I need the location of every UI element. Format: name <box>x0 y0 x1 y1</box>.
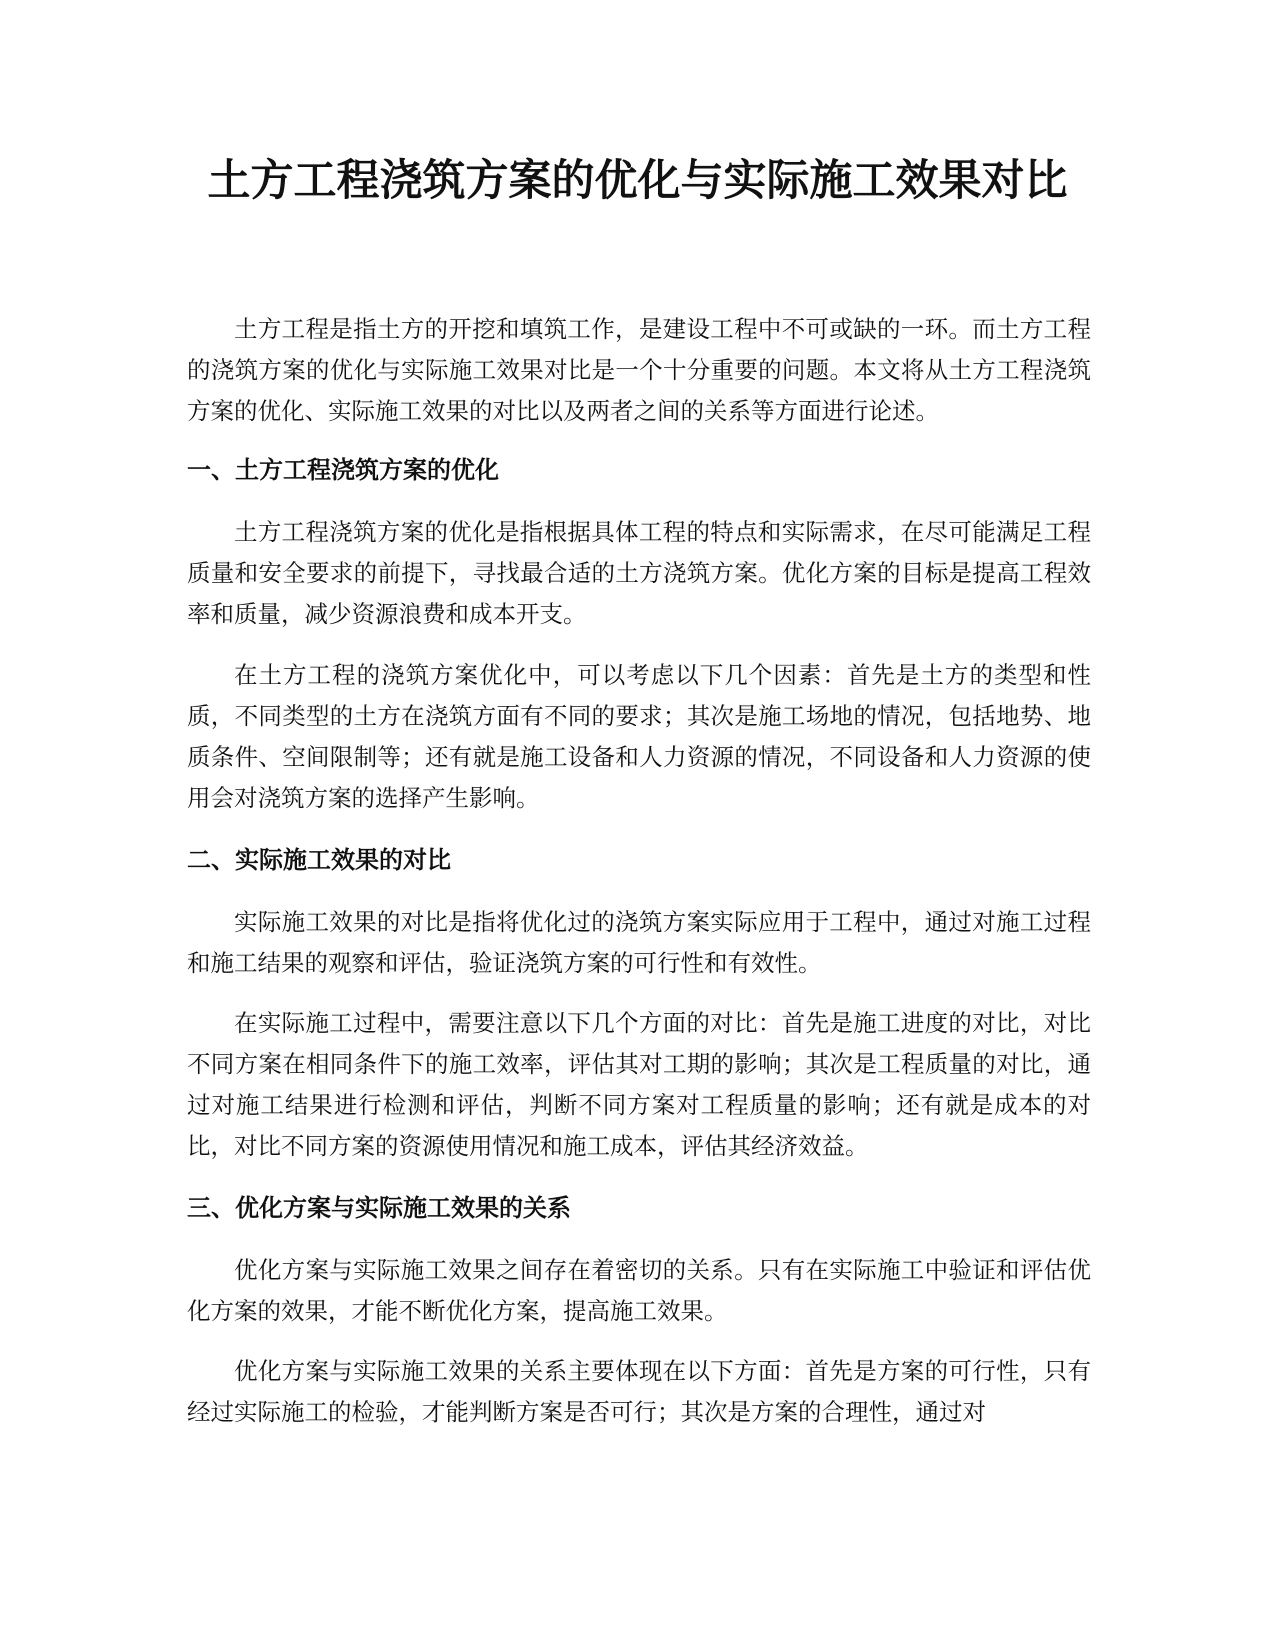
section-1-heading: 一、土方工程浇筑方案的优化 <box>187 456 499 484</box>
section-2-paragraph-1: 实际施工效果的对比是指将优化过的浇筑方案实际应用于工程中，通过对施工过程和施工结果的观察和评估，验证浇筑方案的可行性和有效性。 <box>187 908 1091 977</box>
section-3-paragraph-1: 优化方案与实际施工效果之间存在着密切的关系。只有在实际施工中验证和评估优化方案的效果，才能不断优化方案，提高施工效果。 <box>187 1256 1091 1325</box>
section-2-paragraph-2: 在实际施工过程中，需要注意以下几个方面的对比：首先是施工进度的对比，对比不同方案在相同条件下的施工效率，评估其对工期的影响；其次是工程质量的对比，通过对施工结果进行检测和评估，判断不同方案对工程质量的影响；还有就是成本的对比，对比不同方案的资源使用情况和施工成本，评估其经济效益。 <box>187 1009 1091 1160</box>
intro-paragraph: 土方工程是指土方的开挖和填筑工作，是建设工程中不可或缺的一环。而土方工程的浇筑方案的优化与实际施工效果对比是一个十分重要的问题。本文将从土方工程浇筑方案的优化、实际施工效果的对比以及两者之间的关系等方面进行论述。 <box>187 315 1091 425</box>
section-3-paragraph-2: 优化方案与实际施工效果的关系主要体现在以下方面：首先是方案的可行性，只有经过实际施工的检验，才能判断方案是否可行；其次是方案的合理性，通过对 <box>187 1357 1091 1426</box>
section-1-paragraph-2: 在土方工程的浇筑方案优化中，可以考虑以下几个因素：首先是土方的类型和性质，不同类型的土方在浇筑方面有不同的要求；其次是施工场地的情况，包括地势、地质条件、空间限制等；还有就是施工设备和人力资源的情况，不同设备和人力资源的使用会对浇筑方案的选择产生影响。 <box>187 661 1091 812</box>
section-2-heading: 二、实际施工效果的对比 <box>187 846 451 874</box>
section-3-heading: 三、优化方案与实际施工效果的关系 <box>187 1194 571 1222</box>
section-1-paragraph-1: 土方工程浇筑方案的优化是指根据具体工程的特点和实际需求，在尽可能满足工程质量和安全要求的前提下，寻找最合适的土方浇筑方案。优化方案的目标是提高工程效率和质量，减少资源浪费和成本开支。 <box>187 518 1091 628</box>
document-title: 土方工程浇筑方案的优化与实际施工效果对比 <box>207 156 1068 206</box>
